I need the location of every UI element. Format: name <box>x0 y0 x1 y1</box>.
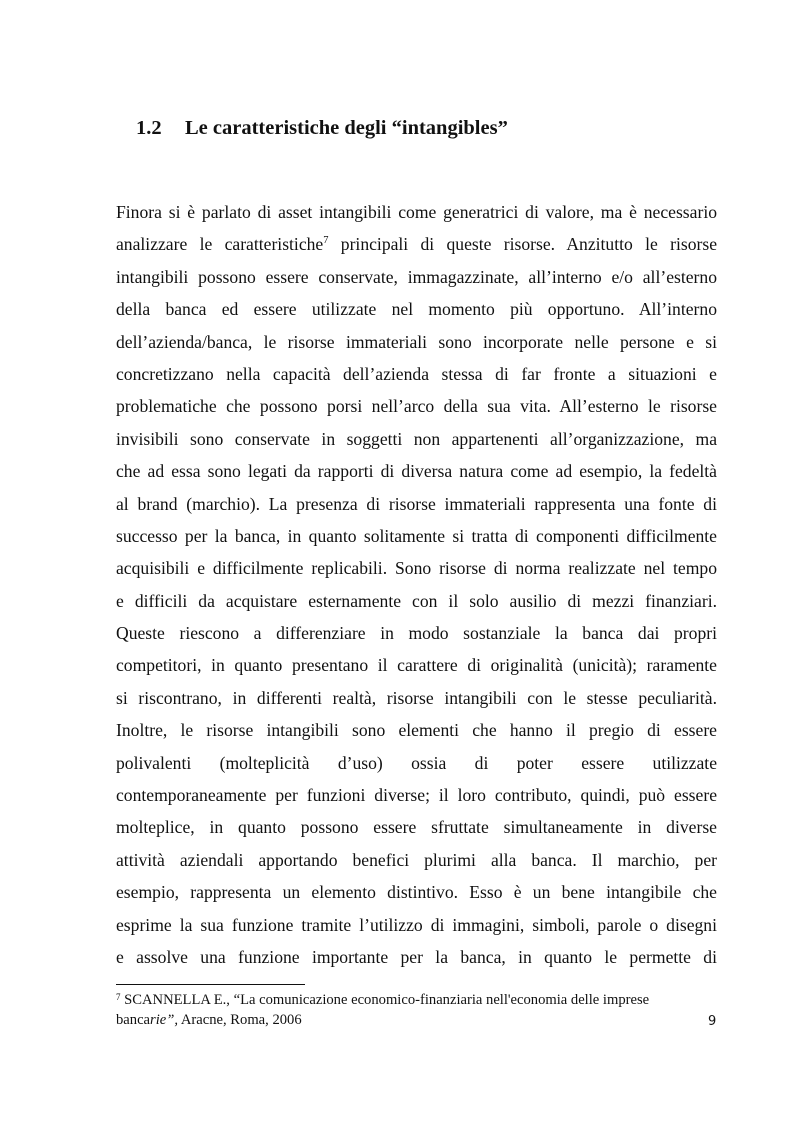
text-line: molteplice, in quanto possono essere sfruttate simultaneamente in diverse <box>116 817 717 838</box>
page-number: 9 <box>708 1014 717 1029</box>
section-number: 1.2 <box>136 117 162 139</box>
text-fragment: principali di queste risorse. Anzitutto le risorse <box>328 234 718 255</box>
footnote-separator <box>116 984 305 985</box>
text-line: si riscontrano, in differenti realtà, risorse intangibili con le stesse peculiarità. <box>116 687 717 708</box>
footnote-line <box>116 990 717 1010</box>
text-line <box>116 228 717 260</box>
footnote-italic-text: rie”, <box>150 1012 179 1028</box>
footnote-line <box>116 1010 717 1030</box>
text-line: contemporaneamente per funzioni diverse; il loro contributo, quindi, può essere <box>116 785 717 806</box>
text-line: Finora si è parlato di asset intangibili come generatrici di valore, ma è necessario <box>116 202 717 222</box>
text-line: Inoltre, le risorse intangibili sono elementi che hanno il pregio di essere <box>116 720 717 741</box>
footnote-text: Aracne, Roma, 2006 <box>178 1012 302 1028</box>
footnote-text: banca <box>116 1012 151 1028</box>
footnote-reference: 7 <box>323 235 329 247</box>
text-line: concretizzano nella capacità dell’azienda stessa di far fronte a situazioni e <box>116 363 717 384</box>
section-heading <box>136 115 508 141</box>
text-line: della banca ed essere utilizzate nel momento più opportuno. All’interno <box>116 299 717 320</box>
text-line: invisibili sono conservate in soggetti non appartenenti all’organizzazione, ma <box>116 428 717 449</box>
text-line: intangibili possono essere conservate, immagazzinate, all’interno e/o all’esterno <box>116 266 717 287</box>
text-line: che ad essa sono legati da rapporti di diversa natura come ad esempio, la fedeltà <box>116 461 717 482</box>
footnote-marker: 7 <box>116 992 121 1002</box>
text-line: Queste riescono a differenziare in modo sostanziale la banca dai propri <box>116 623 717 644</box>
section-title: Le caratteristiche degli “intangibles” <box>185 117 508 139</box>
text-line: problematiche che possono porsi nell’arco della sua vita. All’esterno le risorse <box>116 396 717 417</box>
text-line: al brand (marchio). La presenza di risorse immateriali rappresenta una fonte di <box>116 493 717 514</box>
text-line: esempio, rappresenta un elemento distintivo. Esso è un bene intangibile che <box>116 882 717 903</box>
text-line: e difficili da acquistare esternamente con il solo ausilio di mezzi finanziari. <box>116 590 717 611</box>
text-line: polivalenti (molteplicità d’uso) ossia di poter essere utilizzate <box>116 752 717 773</box>
text-line: acquisibili e difficilmente replicabili. Sono risorse di norma realizzate nel tempo <box>116 558 717 579</box>
text-line: competitori, in quanto presentano il carattere di originalità (unicità); raramente <box>116 655 717 676</box>
body-paragraph <box>116 196 717 973</box>
footnote <box>116 990 717 1030</box>
text-line: e assolve una funzione importante per la banca, in quanto le permette di <box>116 946 717 967</box>
text-fragment: analizzare le caratteristiche <box>116 234 324 255</box>
text-line: dell’azienda/banca, le risorse immateriali sono incorporate nelle persone e si <box>116 331 717 352</box>
footnote-text: SCANNELLA E., “La comunicazione economico-finanziaria nell'economia delle imprese <box>120 992 650 1008</box>
text-line: attività aziendali apportando benefici plurimi alla banca. Il marchio, per <box>116 849 717 870</box>
text-line: esprime la sua funzione tramite l’utilizzo di immagini, simboli, parole o disegni <box>116 914 717 935</box>
text-line: successo per la banca, in quanto solitamente si tratta di componenti difficilmente <box>116 525 717 546</box>
